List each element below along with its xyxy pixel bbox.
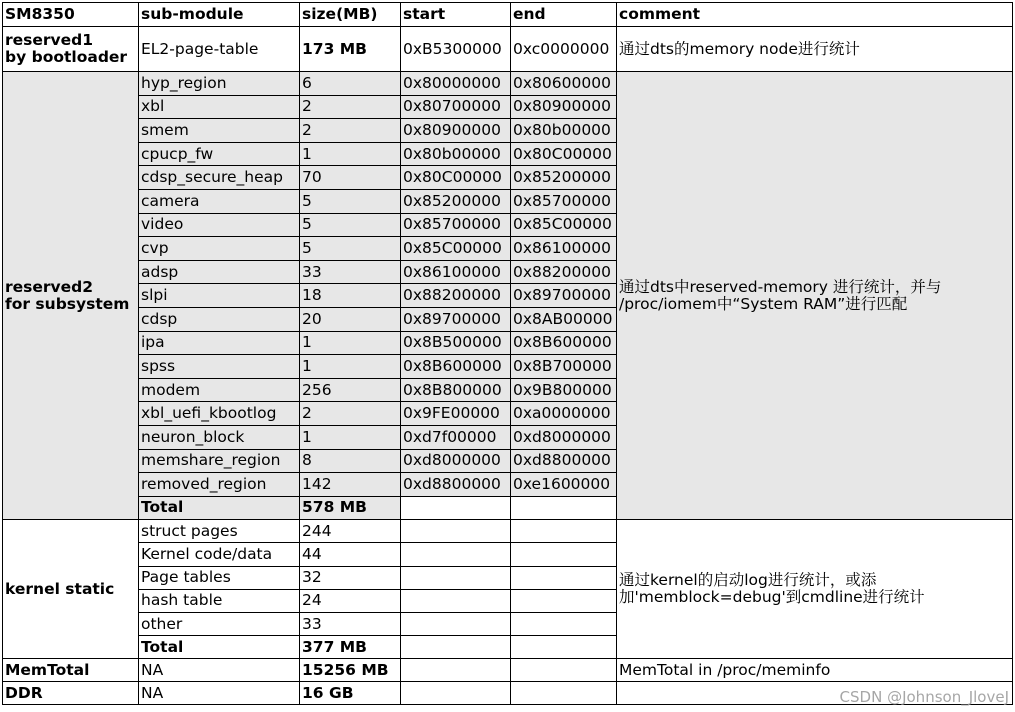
size-cell: 24 [300, 589, 401, 612]
start-cell: 0x88200000 [401, 284, 511, 308]
empty-start-cell [401, 566, 511, 589]
start-cell: 0x85700000 [401, 213, 511, 237]
table-body [3, 3, 1013, 705]
empty-start-cell [401, 589, 511, 612]
sub-module-cell: cdsp_secure_heap [139, 166, 300, 190]
end-cell: 0x80600000 [511, 72, 617, 96]
reserved1-sub-module: EL2-page-table [139, 27, 300, 72]
empty-end-cell [511, 636, 617, 659]
sub-module-cell: camera [139, 189, 300, 213]
start-cell: 0xd7f00000 [401, 425, 511, 449]
size-cell: 33 [300, 260, 401, 284]
size-cell: 5 [300, 213, 401, 237]
end-cell: 0x85C00000 [511, 213, 617, 237]
end-cell: 0x8B700000 [511, 355, 617, 379]
sub-module-cell: hyp_region [139, 72, 300, 96]
sub-module-cell: spss [139, 355, 300, 379]
empty-end-cell [511, 589, 617, 612]
end-cell: 0x8AB00000 [511, 307, 617, 331]
start-cell: 0xd8800000 [401, 473, 511, 497]
size-cell: 8 [300, 449, 401, 473]
size-cell: 70 [300, 166, 401, 190]
end-cell: 0x8B600000 [511, 331, 617, 355]
sub-module-cell: neuron_block [139, 425, 300, 449]
start-cell: 0x85C00000 [401, 237, 511, 261]
start-cell: 0x86100000 [401, 260, 511, 284]
size-cell: 2 [300, 95, 401, 119]
size-cell: 32 [300, 566, 401, 589]
start-cell: 0x80b00000 [401, 142, 511, 166]
sub-module-cell: video [139, 213, 300, 237]
header-cell-comment: comment [617, 3, 1013, 27]
empty-end-cell [511, 496, 617, 520]
sub-module-cell: cpucp_fw [139, 142, 300, 166]
sub-module-cell: cdsp [139, 307, 300, 331]
empty-start-cell [401, 520, 511, 543]
reserved1-comment: 通过dts的memory node进行统计 [617, 27, 1013, 72]
sub-module-cell: memshare_region [139, 449, 300, 473]
reserved2-row [3, 72, 1013, 96]
end-cell: 0x80C00000 [511, 142, 617, 166]
start-cell: 0x80000000 [401, 72, 511, 96]
memtotal-row [3, 659, 1013, 682]
reserved1-start: 0xB5300000 [401, 27, 511, 72]
kernel-label: kernel static [3, 520, 139, 659]
total-label: Total [139, 636, 300, 659]
size-cell: 142 [300, 473, 401, 497]
end-cell: 0xe1600000 [511, 473, 617, 497]
header-cell-size: size(MB) [300, 3, 401, 27]
size-cell: 1 [300, 425, 401, 449]
end-cell: 0x89700000 [511, 284, 617, 308]
end-cell: 0x86100000 [511, 237, 617, 261]
start-cell: 0x8B500000 [401, 331, 511, 355]
empty-end-cell [511, 613, 617, 636]
header-cell-sub-module: sub-module [139, 3, 300, 27]
sub-module-cell: other [139, 613, 300, 636]
end-cell: 0x88200000 [511, 260, 617, 284]
sub-module-cell: hash table [139, 589, 300, 612]
memory-table [2, 2, 1013, 705]
start-cell: 0x85200000 [401, 189, 511, 213]
sub-module-cell: smem [139, 119, 300, 143]
reserved1-label: reserved1 by bootloader [3, 27, 139, 72]
sub-module-cell: adsp [139, 260, 300, 284]
start-cell: 0x8B800000 [401, 378, 511, 402]
empty-end-cell [511, 659, 617, 682]
end-cell: 0x9B800000 [511, 378, 617, 402]
sub-module-cell: slpi [139, 284, 300, 308]
start-cell: 0xd8000000 [401, 449, 511, 473]
sub-module-cell: ipa [139, 331, 300, 355]
sub-module-cell: xbl [139, 95, 300, 119]
reserved1-end: 0xc0000000 [511, 27, 617, 72]
size-cell: 5 [300, 237, 401, 261]
start-cell: 0x9FE00000 [401, 402, 511, 426]
end-cell: 0x80b00000 [511, 119, 617, 143]
size-cell: 18 [300, 284, 401, 308]
size-cell: 44 [300, 543, 401, 566]
ddr-label: DDR [3, 682, 139, 705]
watermark: CSDN @Johnson_JloveJ [839, 688, 1009, 706]
reserved1-row [3, 27, 1013, 72]
sub-module-cell: modem [139, 378, 300, 402]
end-cell: 0xa0000000 [511, 402, 617, 426]
sub-module-cell: Kernel code/data [139, 543, 300, 566]
start-cell: 0x80700000 [401, 95, 511, 119]
empty-end-cell [511, 520, 617, 543]
size-cell: 1 [300, 355, 401, 379]
start-cell: 0x80900000 [401, 119, 511, 143]
ddr-sub-module: NA [139, 682, 300, 705]
empty-end-cell [511, 682, 617, 705]
sub-module-cell: struct pages [139, 520, 300, 543]
end-cell: 0xd8800000 [511, 449, 617, 473]
header-cell-start: start [401, 3, 511, 27]
sub-module-cell: xbl_uefi_kbootlog [139, 402, 300, 426]
empty-start-cell [401, 682, 511, 705]
reserved2-comment: 通过dts中reserved-memory 进行统计，并与 /proc/iomem中“System RAM”进行匹配 [617, 72, 1013, 520]
end-cell: 0x85200000 [511, 166, 617, 190]
memtotal-comment: MemTotal in /proc/meminfo [617, 659, 1013, 682]
empty-start-cell [401, 659, 511, 682]
start-cell: 0x80C00000 [401, 166, 511, 190]
sub-module-cell: cvp [139, 237, 300, 261]
size-cell: 2 [300, 402, 401, 426]
empty-start-cell [401, 496, 511, 520]
empty-start-cell [401, 613, 511, 636]
size-cell: 1 [300, 331, 401, 355]
kernel-row [3, 520, 1013, 543]
empty-start-cell [401, 636, 511, 659]
memtotal-sub-module: NA [139, 659, 300, 682]
memtotal-size: 15256 MB [300, 659, 401, 682]
end-cell: 0xd8000000 [511, 425, 617, 449]
total-size: 578 MB [300, 496, 401, 520]
end-cell: 0x85700000 [511, 189, 617, 213]
end-cell: 0x80900000 [511, 95, 617, 119]
memtotal-label: MemTotal [3, 659, 139, 682]
header-cell-end: end [511, 3, 617, 27]
ddr-size: 16 GB [300, 682, 401, 705]
sub-module-cell: removed_region [139, 473, 300, 497]
total-label: Total [139, 496, 300, 520]
size-cell: 33 [300, 613, 401, 636]
size-cell: 244 [300, 520, 401, 543]
reserved1-size: 173 MB [300, 27, 401, 72]
empty-end-cell [511, 543, 617, 566]
size-cell: 6 [300, 72, 401, 96]
kernel-comment: 通过kernel的启动log进行统计，或添 加'memblock=debug'到cmdline进行统计 [617, 520, 1013, 659]
header-cell-chip: SM8350 [3, 3, 139, 27]
start-cell: 0x8B600000 [401, 355, 511, 379]
empty-end-cell [511, 566, 617, 589]
size-cell: 5 [300, 189, 401, 213]
size-cell: 1 [300, 142, 401, 166]
start-cell: 0x89700000 [401, 307, 511, 331]
size-cell: 20 [300, 307, 401, 331]
size-cell: 256 [300, 378, 401, 402]
empty-start-cell [401, 543, 511, 566]
total-size: 377 MB [300, 636, 401, 659]
sub-module-cell: Page tables [139, 566, 300, 589]
size-cell: 2 [300, 119, 401, 143]
header-row [3, 3, 1013, 27]
reserved2-label: reserved2 for subsystem [3, 72, 139, 520]
